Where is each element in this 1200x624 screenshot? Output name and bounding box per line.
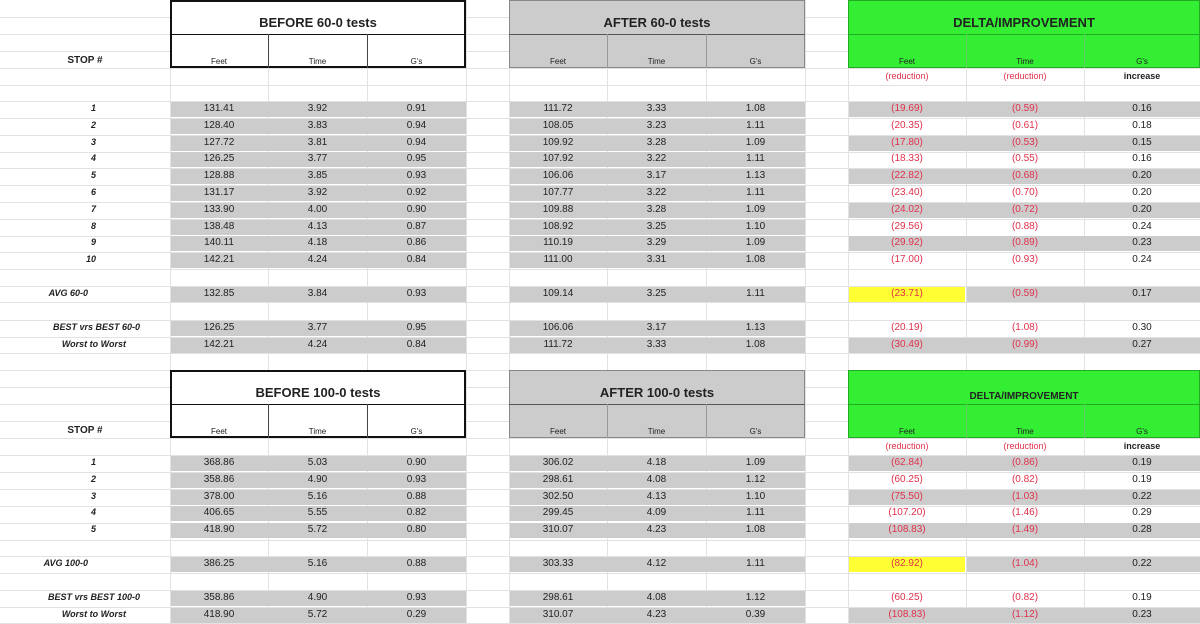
row-9-after-gs: 1.09	[745, 237, 766, 249]
best-before-feet: 358.86	[203, 592, 235, 603]
grid-row-line	[0, 353, 1200, 354]
delta-col-header-gs: G's	[1136, 57, 1148, 66]
row-7-before-time: 4.00	[307, 203, 328, 215]
delta-col-header-time: Time	[1016, 427, 1034, 436]
row-6-before-time: 3.92	[307, 187, 328, 198]
row-1-after-time: 3.33	[646, 103, 667, 114]
worst-delta-gs: 0.23	[1132, 609, 1152, 620]
stop-number: 1	[90, 457, 96, 467]
row-4-before-gs: 0.82	[406, 507, 427, 519]
avg-delta-feet: (82.92)	[891, 558, 923, 569]
row-7-after-gs: 1.09	[745, 203, 766, 215]
row-2-before-feet: 128.40	[203, 119, 235, 131]
row-5-delta-gs: 0.20	[1132, 170, 1152, 182]
row-1-delta-time: (0.59)	[1011, 103, 1039, 114]
worst-after-time: 4.23	[646, 609, 667, 620]
row-2-before-time: 4.90	[307, 473, 328, 485]
row-1-delta-feet: (62.84)	[891, 457, 923, 468]
before-header-divider	[170, 404, 466, 405]
grid-col-line	[466, 0, 467, 623]
before-title: BEFORE 100-0 tests	[255, 385, 381, 400]
stop-number: 5	[90, 170, 96, 181]
row-6-after-time: 3.22	[646, 187, 667, 198]
after-header-divider	[509, 404, 805, 405]
row-2-before-gs: 0.94	[406, 119, 427, 131]
worst-before-time: 4.24	[307, 339, 328, 350]
delta-title: DELTA/IMPROVEMENT	[953, 15, 1095, 30]
row-3-after-gs: 1.10	[745, 490, 766, 502]
row-8-after-feet: 108.92	[542, 220, 574, 232]
row-6-delta-gs: 0.20	[1132, 187, 1152, 198]
after-title: AFTER 100-0 tests	[599, 385, 715, 400]
delta-col-header-gs: G's	[1136, 427, 1148, 436]
avg-before-feet: 386.25	[203, 558, 235, 569]
row-8-delta-time: (0.88)	[1011, 220, 1039, 232]
row-1-before-time: 5.03	[307, 457, 328, 468]
row-1-before-feet: 368.86	[203, 457, 235, 468]
row-5-before-feet: 128.88	[203, 170, 235, 182]
worst-delta-time: (1.12)	[1011, 609, 1039, 620]
best-before-gs: 0.93	[406, 592, 427, 603]
stop-number: 5	[90, 524, 96, 535]
delta-subheader-time: (reduction)	[1003, 441, 1047, 451]
grid-row-line	[0, 540, 1200, 541]
grid-row-line	[0, 85, 1200, 86]
best-delta-feet: (60.25)	[891, 592, 923, 603]
row-3-before-feet: 378.00	[203, 490, 235, 502]
avg-before-time: 3.84	[307, 288, 328, 299]
stop-number: 2	[90, 473, 96, 484]
worst-after-gs: 1.08	[745, 339, 766, 350]
row-1-delta-gs: 0.19	[1132, 457, 1152, 468]
worst-after-feet: 111.72	[543, 339, 573, 350]
row-3-delta-gs: 0.15	[1132, 136, 1152, 148]
row-2-delta-feet: (60.25)	[891, 473, 923, 485]
row-8-after-gs: 1.10	[745, 220, 766, 232]
row-4-after-gs: 1.11	[746, 153, 765, 165]
after-col-header-time: Time	[647, 427, 666, 436]
row-9-before-gs: 0.86	[406, 237, 427, 249]
row-5-before-gs: 0.80	[406, 524, 427, 536]
grid-col-line	[805, 0, 806, 623]
row-3-after-feet: 302.50	[542, 490, 574, 502]
row-5-after-time: 3.17	[646, 170, 667, 182]
best-after-feet: 298.61	[542, 592, 574, 603]
delta-header-divider	[848, 34, 1200, 35]
row-2-delta-time: (0.82)	[1011, 473, 1039, 485]
row-7-before-feet: 133.90	[203, 203, 235, 215]
delta-subheader-gs: increase	[1123, 441, 1161, 451]
row-3-delta-time: (0.53)	[1011, 136, 1039, 148]
row-6-delta-time: (0.70)	[1011, 187, 1039, 198]
row-4-before-time: 5.55	[307, 507, 328, 519]
stop-number: 3	[90, 490, 96, 501]
stop-number: 2	[90, 119, 96, 130]
row-9-after-time: 3.29	[646, 237, 667, 249]
best-after-feet: 106.06	[542, 322, 574, 333]
row-2-delta-gs: 0.18	[1132, 119, 1152, 131]
worst-after-gs: 0.39	[745, 609, 766, 620]
avg-delta-gs: 0.17	[1132, 288, 1152, 299]
after-col-header-gs: G's	[749, 57, 762, 66]
avg-after-gs: 1.11	[746, 558, 765, 569]
row-3-before-time: 5.16	[307, 490, 328, 502]
row-8-before-gs: 0.87	[406, 220, 427, 232]
row-2-after-feet: 298.61	[542, 473, 574, 485]
before-col-header-gs: G's	[410, 427, 423, 436]
before-col-header-gs: G's	[410, 57, 423, 66]
before-title: BEFORE 60-0 tests	[259, 15, 377, 30]
worst-after-feet: 310.07	[542, 609, 574, 620]
row-9-after-feet: 110.19	[543, 237, 573, 249]
row-3-after-time: 4.13	[646, 490, 667, 502]
avg-before-time: 5.16	[307, 558, 328, 569]
row-10-delta-gs: 0.24	[1132, 254, 1152, 266]
row-7-after-time: 3.28	[646, 203, 667, 215]
avg-before-gs: 0.93	[406, 288, 427, 299]
avg-after-feet: 109.14	[542, 288, 574, 299]
delta-subheader-feet: (reduction)	[885, 71, 929, 81]
row-5-delta-gs: 0.28	[1132, 524, 1152, 536]
after-col-header-time: Time	[647, 57, 666, 66]
avg-delta-feet: (23.71)	[891, 288, 923, 299]
grid-row-line	[0, 302, 1200, 303]
row-1-after-time: 4.18	[646, 457, 667, 468]
worst-label: Worst to Worst	[61, 609, 126, 619]
row-7-after-feet: 109.88	[542, 203, 574, 215]
stop-number: 6	[90, 187, 96, 197]
row-5-after-gs: 1.08	[745, 524, 766, 536]
row-5-delta-feet: (22.82)	[891, 170, 923, 182]
row-5-after-feet: 310.07	[542, 524, 574, 536]
worst-before-time: 5.72	[307, 609, 328, 620]
stop-number: 3	[90, 136, 96, 147]
row-2-delta-feet: (20.35)	[891, 119, 923, 131]
row-6-before-gs: 0.92	[406, 187, 427, 198]
before-header-divider	[170, 34, 466, 35]
row-4-delta-gs: 0.16	[1132, 153, 1152, 165]
row-8-before-time: 4.13	[307, 220, 328, 232]
stop-number: 1	[90, 103, 96, 113]
row-8-before-feet: 138.48	[203, 220, 235, 232]
avg-after-feet: 303.33	[542, 558, 574, 569]
row-1-before-time: 3.92	[307, 103, 328, 114]
delta-header-divider	[848, 404, 1200, 405]
after-col-header-gs: G's	[749, 427, 762, 436]
row-1-after-gs: 1.08	[745, 103, 766, 114]
row-6-before-feet: 131.17	[203, 187, 235, 198]
row-9-before-time: 4.18	[307, 237, 328, 249]
avg-label: AVG 60-0	[48, 288, 88, 298]
row-7-before-gs: 0.90	[406, 203, 427, 215]
row-5-delta-time: (0.68)	[1011, 170, 1039, 182]
before-col-header-time: Time	[308, 427, 327, 436]
row-2-delta-time: (0.61)	[1011, 119, 1039, 131]
row-5-delta-time: (1.49)	[1011, 524, 1039, 536]
stop-number: 10	[85, 254, 96, 265]
row-2-after-gs: 1.11	[746, 119, 765, 131]
row-2-before-gs: 0.93	[406, 473, 427, 485]
best-after-time: 4.08	[646, 592, 667, 603]
best-delta-time: (1.08)	[1011, 322, 1039, 333]
row-10-before-gs: 0.84	[406, 254, 427, 266]
delta-col-header-time: Time	[1016, 57, 1034, 66]
grid-row-line	[0, 269, 1200, 270]
worst-delta-time: (0.99)	[1011, 339, 1039, 350]
row-4-delta-gs: 0.29	[1132, 507, 1152, 519]
row-9-before-feet: 140.11	[204, 237, 234, 249]
row-2-before-time: 3.83	[307, 119, 328, 131]
row-4-after-time: 4.09	[646, 507, 667, 519]
row-9-delta-gs: 0.23	[1132, 237, 1152, 249]
best-after-gs: 1.12	[745, 592, 766, 603]
stop-number: 4	[90, 153, 96, 164]
row-10-before-feet: 142.21	[203, 254, 235, 266]
row-1-after-feet: 111.72	[543, 103, 573, 114]
stop-number: 4	[90, 507, 96, 518]
row-9-delta-feet: (29.92)	[891, 237, 923, 249]
avg-delta-gs: 0.22	[1132, 558, 1152, 569]
row-5-before-time: 5.72	[307, 524, 328, 536]
avg-before-feet: 132.85	[203, 288, 235, 299]
row-2-delta-gs: 0.19	[1132, 473, 1152, 485]
before-col-header-feet: Feet	[210, 57, 227, 66]
row-4-before-feet: 406.65	[203, 507, 235, 519]
row-1-delta-time: (0.86)	[1011, 457, 1039, 468]
worst-after-time: 3.33	[646, 339, 667, 350]
row-4-delta-time: (1.46)	[1011, 507, 1039, 519]
row-10-after-feet: 111.00	[543, 254, 573, 266]
row-3-before-feet: 127.72	[203, 136, 235, 148]
stop-number: 9	[90, 237, 96, 248]
row-1-before-gs: 0.90	[406, 457, 427, 468]
row-5-after-time: 4.23	[646, 524, 667, 536]
before-col-header-time: Time	[308, 57, 327, 66]
row-4-delta-feet: (18.33)	[891, 153, 923, 165]
row-1-before-feet: 131.41	[203, 103, 235, 114]
after-col-header-feet: Feet	[549, 427, 566, 436]
stop-number: 8	[90, 220, 96, 231]
row-8-delta-feet: (29.56)	[891, 220, 923, 232]
row-3-before-time: 3.81	[307, 136, 328, 148]
worst-label: Worst to Worst	[61, 339, 126, 349]
worst-before-gs: 0.29	[406, 609, 427, 620]
row-6-delta-feet: (23.40)	[891, 187, 923, 198]
row-9-delta-time: (0.89)	[1011, 237, 1039, 249]
row-3-before-gs: 0.94	[406, 136, 427, 148]
row-4-before-gs: 0.95	[406, 153, 427, 165]
avg-label: AVG 100-0	[43, 558, 88, 568]
row-4-after-time: 3.22	[646, 153, 667, 165]
worst-before-feet: 142.21	[203, 339, 235, 350]
row-10-before-time: 4.24	[307, 254, 328, 266]
row-10-delta-feet: (17.00)	[891, 254, 923, 266]
avg-before-gs: 0.88	[406, 558, 427, 569]
worst-delta-feet: (30.49)	[891, 339, 923, 350]
row-2-after-time: 3.23	[646, 119, 667, 131]
row-7-delta-time: (0.72)	[1011, 203, 1039, 215]
row-4-delta-feet: (107.20)	[888, 507, 926, 519]
row-3-after-time: 3.28	[646, 136, 667, 148]
row-10-after-time: 3.31	[646, 254, 667, 266]
row-6-after-feet: 107.77	[542, 187, 574, 198]
row-4-after-feet: 107.92	[542, 153, 574, 165]
row-7-delta-feet: (24.02)	[891, 203, 923, 215]
row-5-before-gs: 0.93	[406, 170, 427, 182]
row-2-after-time: 4.08	[646, 473, 667, 485]
after-col-header-feet: Feet	[549, 57, 566, 66]
row-8-after-time: 3.25	[646, 220, 667, 232]
after-header-divider	[509, 34, 805, 35]
row-1-before-gs: 0.91	[406, 103, 427, 114]
row-5-after-gs: 1.13	[745, 170, 766, 182]
row-1-after-feet: 306.02	[542, 457, 574, 468]
delta-title: DELTA/IMPROVEMENT	[969, 391, 1079, 402]
delta-col-header-feet: Feet	[898, 427, 915, 436]
row-3-delta-gs: 0.22	[1132, 490, 1152, 502]
avg-delta-time: (0.59)	[1011, 288, 1039, 299]
best-delta-time: (0.82)	[1011, 592, 1039, 603]
avg-delta-time: (1.04)	[1011, 558, 1039, 569]
best-label: BEST vrs BEST 60-0	[52, 322, 140, 332]
row-3-before-gs: 0.88	[406, 490, 427, 502]
worst-before-feet: 418.90	[203, 609, 235, 620]
row-4-before-time: 3.77	[307, 153, 328, 165]
worst-delta-gs: 0.27	[1132, 339, 1152, 350]
avg-after-time: 4.12	[646, 558, 667, 569]
row-3-after-feet: 109.92	[542, 136, 574, 148]
best-delta-feet: (20.19)	[891, 322, 923, 333]
row-5-before-time: 3.85	[307, 170, 328, 182]
row-7-delta-gs: 0.20	[1132, 203, 1152, 215]
row-4-delta-time: (0.55)	[1011, 153, 1039, 165]
row-1-after-gs: 1.09	[745, 457, 766, 468]
before-col-header-feet: Feet	[210, 427, 227, 436]
avg-after-time: 3.25	[646, 288, 667, 299]
delta-subheader-feet: (reduction)	[885, 441, 929, 451]
row-2-before-feet: 358.86	[203, 473, 235, 485]
best-after-time: 3.17	[646, 322, 667, 333]
best-before-feet: 126.25	[203, 322, 235, 333]
row-8-delta-gs: 0.24	[1132, 220, 1152, 232]
row-5-delta-feet: (108.83)	[888, 524, 926, 536]
best-delta-gs: 0.19	[1132, 592, 1152, 603]
best-label: BEST vrs BEST 100-0	[47, 592, 140, 602]
row-4-before-feet: 126.25	[203, 153, 235, 165]
row-6-after-gs: 1.11	[746, 187, 765, 198]
row-3-delta-feet: (17.80)	[891, 136, 923, 148]
row-2-after-feet: 108.05	[542, 119, 574, 131]
row-4-after-gs: 1.11	[746, 507, 765, 519]
row-2-after-gs: 1.12	[745, 473, 766, 485]
best-before-time: 4.90	[307, 592, 328, 603]
worst-before-gs: 0.84	[406, 339, 427, 350]
row-10-delta-time: (0.93)	[1011, 254, 1039, 266]
row-5-after-feet: 106.06	[542, 170, 574, 182]
best-after-gs: 1.13	[745, 322, 766, 333]
grid-row-line	[0, 573, 1200, 574]
delta-subheader-time: (reduction)	[1003, 71, 1047, 81]
row-4-after-feet: 299.45	[542, 507, 574, 519]
row-3-after-gs: 1.09	[745, 136, 766, 148]
after-title: AFTER 60-0 tests	[603, 15, 711, 30]
row-1-delta-gs: 0.16	[1132, 103, 1152, 114]
row-3-delta-feet: (75.50)	[891, 490, 923, 502]
stop-number-header: STOP #	[67, 425, 103, 436]
row-10-after-gs: 1.08	[745, 254, 766, 266]
best-delta-gs: 0.30	[1132, 322, 1152, 333]
avg-after-gs: 1.11	[746, 288, 765, 299]
best-before-time: 3.77	[307, 322, 328, 333]
stop-number: 7	[90, 203, 96, 214]
row-1-delta-feet: (19.69)	[891, 103, 923, 114]
worst-delta-feet: (108.83)	[888, 609, 926, 620]
row-5-before-feet: 418.90	[203, 524, 235, 536]
delta-col-header-feet: Feet	[898, 57, 915, 66]
row-3-delta-time: (1.03)	[1011, 490, 1039, 502]
stop-number-header: STOP #	[67, 55, 103, 66]
delta-subheader-gs: increase	[1123, 71, 1161, 81]
best-before-gs: 0.95	[406, 322, 427, 333]
